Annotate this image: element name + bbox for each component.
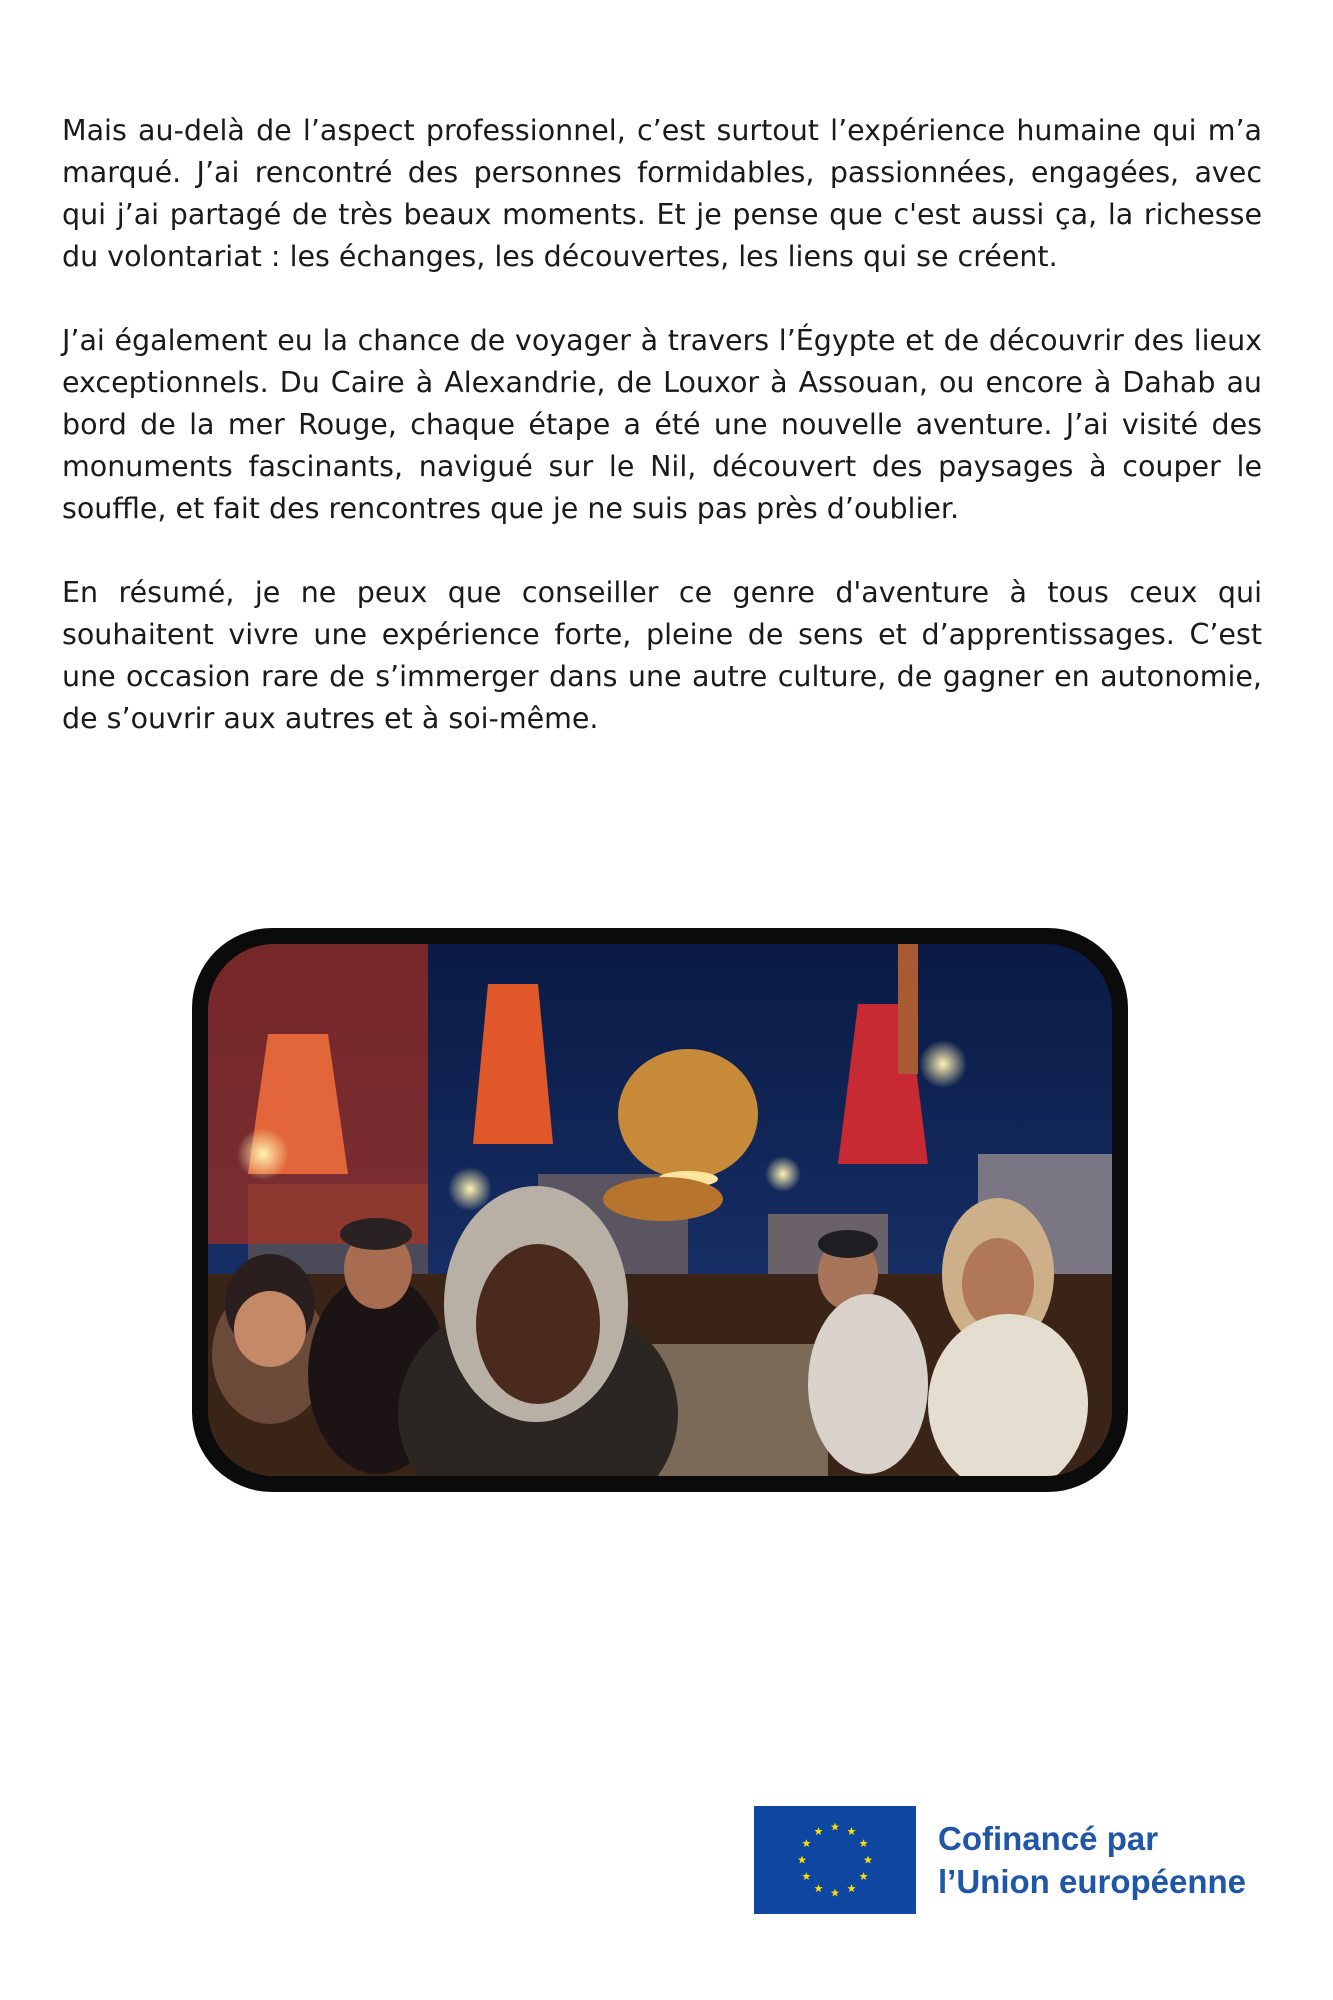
eu-stars [754, 1806, 916, 1914]
eu-text-line1: Cofinancé par [938, 1820, 1159, 1857]
photo-frame [192, 928, 1128, 1492]
paragraph-2: J’ai également eu la chance de voyager à travers l’Égypte et de découvrir des lieux exceptionnels. Du Caire à Alexandrie, de Louxor à Assouan, ou encore à Dahab au bord de la mer Rouge, chaque étape a été une nouvelle aventure. J’ai visité des monuments fascinants, navigué sur le Nil, découvert des paysages à couper le souffle, et fait des rencontres que je ne suis pas près d’oublier. [62, 324, 1262, 525]
paragraph-1: Mais au-delà de l’aspect professionnel, c’est surtout l’expérience humaine qui m’a marqué. J’ai rencontré des personnes formidables, passionnées, engagées, avec qui j’ai partagé de très beaux moments. Et je pense que c'est aussi ça, la richesse du volontariat : les échanges, les découvertes, les liens qui se créent. [62, 114, 1262, 273]
group-photo-illustration [208, 944, 1112, 1476]
paragraph-3: En résumé, je ne peux que conseiller ce genre d'aventure à tous ceux qui souhaitent vivre une expérience forte, pleine de sens et d’apprentissages. C’est une occasion rare de s’immerger dans une autre culture, de gagner en autonomie, de s’ouvrir aux autres et à soi-même. [62, 576, 1262, 735]
article-text [62, 110, 1262, 782]
eu-flag-icon [754, 1806, 916, 1914]
eu-cofunding-logo [754, 1806, 1246, 1914]
eu-cofunding-text [938, 1817, 1246, 1903]
group-photo [208, 944, 1112, 1476]
eu-text-line2: l’Union européenne [938, 1863, 1247, 1900]
